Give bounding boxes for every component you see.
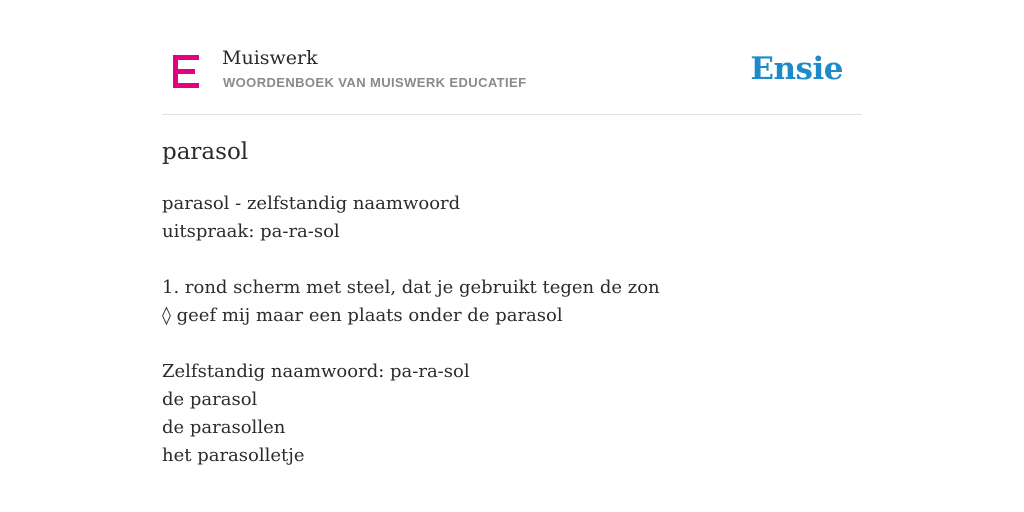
- muiswerk-logo-icon[interactable]: [173, 55, 199, 88]
- page-title: parasol: [162, 139, 249, 165]
- dictionary-entry: [162, 190, 862, 470]
- forms-heading: Zelfstandig naamwoord: pa-ra-sol: [162, 361, 470, 382]
- example-sentence: ◊ geef mij maar een plaats onder de parasol: [162, 305, 563, 326]
- spacer: [162, 246, 862, 274]
- form-item: de parasol: [162, 389, 258, 410]
- brand-name[interactable]: Muiswerk: [222, 47, 318, 69]
- spacer: [162, 330, 862, 358]
- brand-subtitle: WOORDENBOEK VAN MUISWERK EDUCATIEF: [223, 75, 527, 90]
- definition: 1. rond scherm met steel, dat je gebruikt tegen de zon: [162, 277, 660, 298]
- form-item: de parasollen: [162, 417, 286, 438]
- entry-heading-line: parasol - zelfstandig naamwoord: [162, 193, 461, 214]
- site-header: [162, 40, 862, 115]
- pronunciation: uitspraak: pa-ra-sol: [162, 221, 340, 242]
- form-item: het parasolletje: [162, 445, 305, 466]
- ensie-logo-link[interactable]: Ensie: [750, 51, 843, 87]
